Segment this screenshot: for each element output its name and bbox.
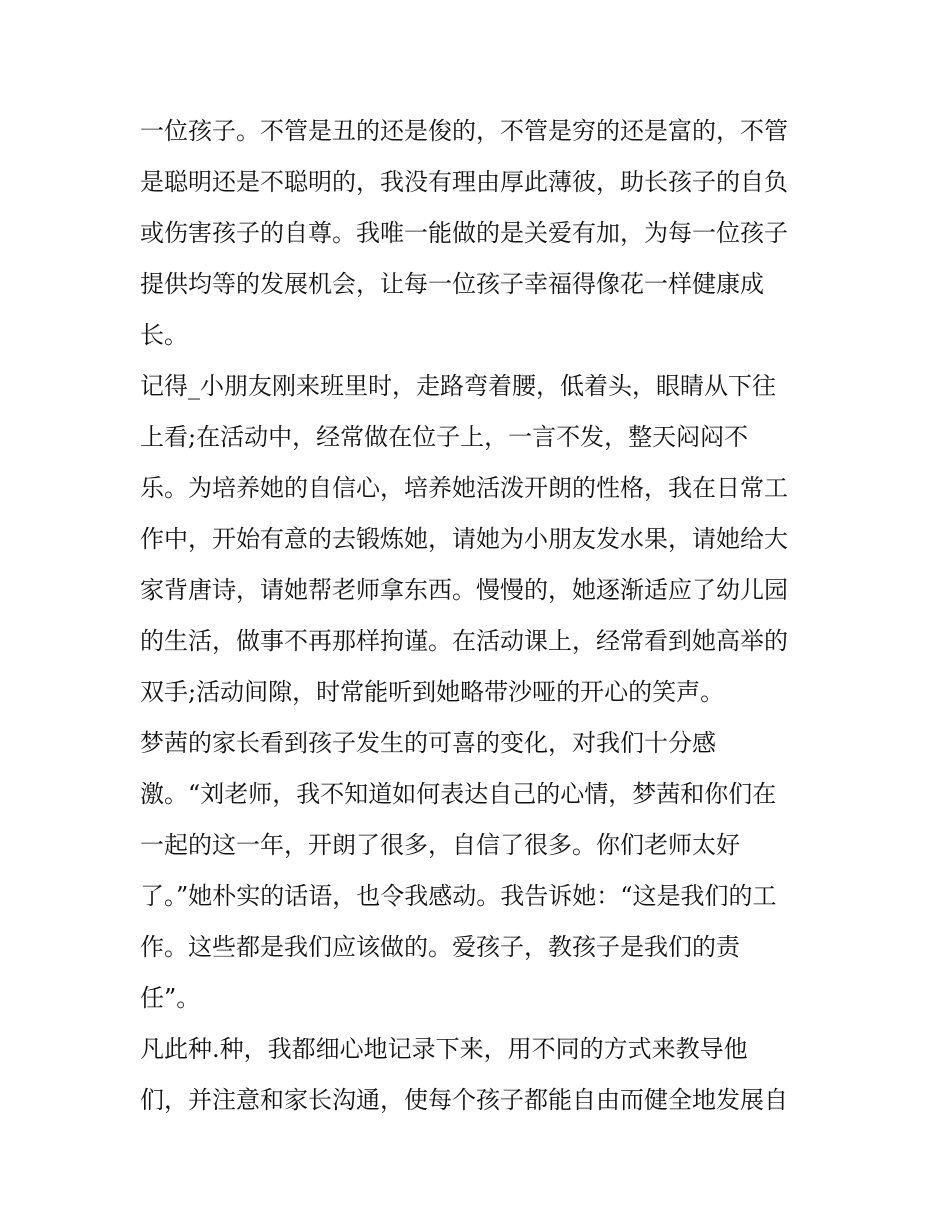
body-text — [140, 106, 820, 1126]
text-line: 激。“刘老师，我不知道如何表达自己的心情，梦茜和你们在 — [140, 780, 777, 808]
text-line: 作。这些都是我们应该做的。爱孩子，教孩子是我们的责 — [140, 933, 740, 961]
text-line: 上看;在活动中，经常做在位子上，一言不发，整天闷闷不 — [140, 423, 749, 451]
text-line: 梦茜的家长看到孩子发生的可喜的变化，对我们十分感 — [140, 729, 716, 757]
text-line: 或伤害孩子的自尊。我唯一能做的是关爱有加，为每一位孩子 — [140, 219, 788, 247]
text-line: 凡此种.种，我都细心地记录下来，用不同的方式来教导他 — [140, 1035, 748, 1063]
text-line: 作中，开始有意的去锻炼她，请她为小朋友发水果，请她给大 — [140, 525, 788, 553]
text-line: 的生活，做事不再那样拘谨。在活动课上，经常看到她高举的 — [140, 627, 788, 655]
text-line: 双手;活动间隙，时常能听到她略带沙哑的开心的笑声。 — [140, 678, 725, 706]
text-line: 记得_小朋友刚来班里时，走路弯着腰，低着头，眼睛从下往 — [140, 372, 776, 400]
text-line: 长。 — [140, 321, 188, 349]
text-line: 一起的这一年，开朗了很多，自信了很多。你们老师太好 — [140, 831, 740, 859]
text-line: 是聪明还是不聪明的，我没有理由厚此薄彼，助长孩子的自负 — [140, 168, 788, 196]
text-line: 一位孩子。不管是丑的还是俊的，不管是穷的还是富的，不管 — [140, 117, 788, 145]
text-line: 了。”她朴实的话语，也令我感动。我告诉她：“这是我们的工 — [140, 882, 777, 910]
text-line: 任”。 — [140, 984, 201, 1012]
text-line: 们，并注意和家长沟通，使每个孩子都能自由而健全地发展自 — [140, 1086, 788, 1114]
text-line: 乐。为培养她的自信心，培养她活泼开朗的性格，我在日常工 — [140, 474, 788, 502]
text-line: 提供均等的发展机会，让每一位孩子幸福得像花一样健康成 — [140, 270, 764, 298]
text-line: 家背唐诗，请她帮老师拿东西。慢慢的，她逐渐适应了幼儿园 — [140, 576, 788, 604]
